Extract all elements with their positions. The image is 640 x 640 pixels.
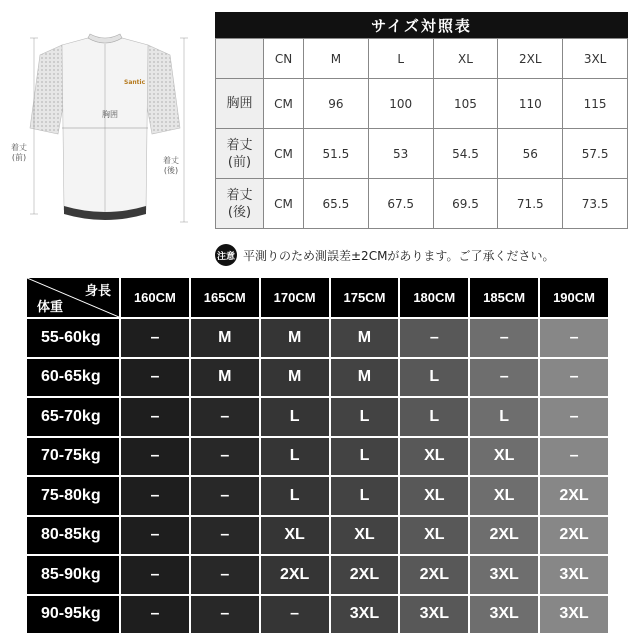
weight-cell: 90-95kg — [27, 596, 119, 634]
header-cell: L — [368, 39, 433, 79]
value-cell: 57.5 — [563, 129, 628, 179]
weight-axis-label: 体重 — [37, 299, 64, 314]
size-cell: M — [331, 319, 399, 357]
size-cell: L — [400, 398, 468, 436]
header-cell: 2XL — [498, 39, 563, 79]
size-cell: – — [191, 517, 259, 555]
size-cell: L — [261, 398, 329, 436]
unit-cell: CM — [264, 179, 304, 229]
weight-cell: 65-70kg — [27, 398, 119, 436]
value-cell: 110 — [498, 79, 563, 129]
size-cell: XL — [400, 438, 468, 476]
size-cell: – — [121, 398, 189, 436]
size-cell: 2XL — [540, 477, 608, 515]
size-chart-row-length-front — [216, 129, 628, 179]
row-label: 着丈 (後) — [216, 179, 264, 229]
size-cell: XL — [470, 438, 538, 476]
height-cell: 190CM — [540, 278, 608, 317]
size-cell: – — [191, 477, 259, 515]
unit-cell: CM — [264, 79, 304, 129]
size-cell: 2XL — [470, 517, 538, 555]
size-cell: L — [331, 477, 399, 515]
size-cell: 2XL — [540, 517, 608, 555]
size-cell: 3XL — [470, 596, 538, 634]
header-cell: 3XL — [563, 39, 628, 79]
height-cell: 185CM — [470, 278, 538, 317]
value-cell: 53 — [368, 129, 433, 179]
weight-row — [27, 596, 608, 634]
value-cell: 105 — [433, 79, 498, 129]
size-cell: 2XL — [331, 556, 399, 594]
size-cell: M — [191, 359, 259, 397]
chest-label: 胸囲 — [102, 110, 118, 119]
value-cell: 115 — [563, 79, 628, 129]
weight-cell: 80-85kg — [27, 517, 119, 555]
size-cell: – — [121, 477, 189, 515]
size-cell: – — [540, 359, 608, 397]
value-cell: 71.5 — [498, 179, 563, 229]
value-cell: 69.5 — [433, 179, 498, 229]
value-cell: 100 — [368, 79, 433, 129]
svg-text:Santic: Santic — [124, 79, 146, 86]
size-cell: – — [400, 319, 468, 357]
attention-badge: 注意 — [215, 244, 237, 266]
length-back-label: 着丈 (後) — [163, 156, 179, 175]
size-chart-row-chest — [216, 79, 628, 129]
length-front-label: 着丈 (前) — [11, 143, 27, 162]
weight-row — [27, 517, 608, 555]
height-cell: 165CM — [191, 278, 259, 317]
size-chart-header-row — [216, 39, 628, 79]
size-cell: – — [540, 319, 608, 357]
size-cell: XL — [470, 477, 538, 515]
size-cell: L — [261, 438, 329, 476]
size-cell: – — [121, 319, 189, 357]
row-label: 着丈 (前) — [216, 129, 264, 179]
size-cell: XL — [331, 517, 399, 555]
size-cell: – — [540, 398, 608, 436]
header-cell: CN — [264, 39, 304, 79]
size-cell: – — [121, 359, 189, 397]
value-cell: 54.5 — [433, 129, 498, 179]
value-cell: 65.5 — [304, 179, 369, 229]
height-cell: 160CM — [121, 278, 189, 317]
size-cell: 2XL — [261, 556, 329, 594]
size-chart-grid — [215, 38, 628, 229]
size-cell: 3XL — [540, 556, 608, 594]
size-chart-corner — [216, 39, 264, 79]
weight-row — [27, 477, 608, 515]
unit-cell: CM — [264, 129, 304, 179]
size-cell: – — [191, 398, 259, 436]
size-cell: 3XL — [400, 596, 468, 634]
size-cell: 3XL — [470, 556, 538, 594]
size-cell: – — [121, 596, 189, 634]
weight-row — [27, 359, 608, 397]
size-cell: L — [331, 438, 399, 476]
size-cell: M — [331, 359, 399, 397]
size-cell: – — [191, 556, 259, 594]
size-cell: – — [261, 596, 329, 634]
row-label: 胸囲 — [216, 79, 264, 129]
size-cell: L — [261, 477, 329, 515]
weight-row — [27, 398, 608, 436]
height-cell: 175CM — [331, 278, 399, 317]
size-cell: L — [331, 398, 399, 436]
size-cell: XL — [261, 517, 329, 555]
height-header-row — [27, 278, 608, 317]
weight-row — [27, 319, 608, 357]
value-cell: 51.5 — [304, 129, 369, 179]
height-weight-size-grid — [25, 276, 610, 623]
weight-cell: 85-90kg — [27, 556, 119, 594]
value-cell: 67.5 — [368, 179, 433, 229]
size-cell: – — [470, 319, 538, 357]
size-cell: M — [191, 319, 259, 357]
jersey-illustration — [0, 0, 210, 240]
size-cell: L — [400, 359, 468, 397]
size-cell: – — [121, 517, 189, 555]
size-cell: – — [191, 438, 259, 476]
value-cell: 73.5 — [563, 179, 628, 229]
size-cell: XL — [400, 517, 468, 555]
measurement-note — [215, 244, 554, 266]
size-comparison-table — [215, 12, 628, 230]
size-cell: – — [191, 596, 259, 634]
height-weight-table — [25, 276, 610, 635]
size-cell: L — [470, 398, 538, 436]
weight-cell: 70-75kg — [27, 438, 119, 476]
size-cell: XL — [400, 477, 468, 515]
header-cell: M — [304, 39, 369, 79]
weight-row — [27, 556, 608, 594]
note-text: 平測りのため測誤差±2CMがあります。ご了承ください。 — [243, 248, 555, 263]
weight-cell: 55-60kg — [27, 319, 119, 357]
weight-cell: 60-65kg — [27, 359, 119, 397]
size-cell: 3XL — [331, 596, 399, 634]
jersey-diagram — [0, 0, 210, 240]
height-cell: 170CM — [261, 278, 329, 317]
size-cell: 2XL — [400, 556, 468, 594]
size-cell: M — [261, 319, 329, 357]
value-cell: 96 — [304, 79, 369, 129]
grid-corner — [27, 278, 119, 317]
weight-cell: 75-80kg — [27, 477, 119, 515]
size-cell: – — [121, 556, 189, 594]
size-chart-title: サイズ対照表 — [215, 12, 628, 38]
size-chart-row-length-back — [216, 179, 628, 229]
value-cell: 56 — [498, 129, 563, 179]
header-cell: XL — [433, 39, 498, 79]
size-cell: – — [121, 438, 189, 476]
size-cell: M — [261, 359, 329, 397]
size-cell: 3XL — [540, 596, 608, 634]
height-cell: 180CM — [400, 278, 468, 317]
size-cell: – — [470, 359, 538, 397]
weight-row — [27, 438, 608, 476]
size-cell: – — [540, 438, 608, 476]
height-axis-label: 身長 — [84, 283, 111, 298]
